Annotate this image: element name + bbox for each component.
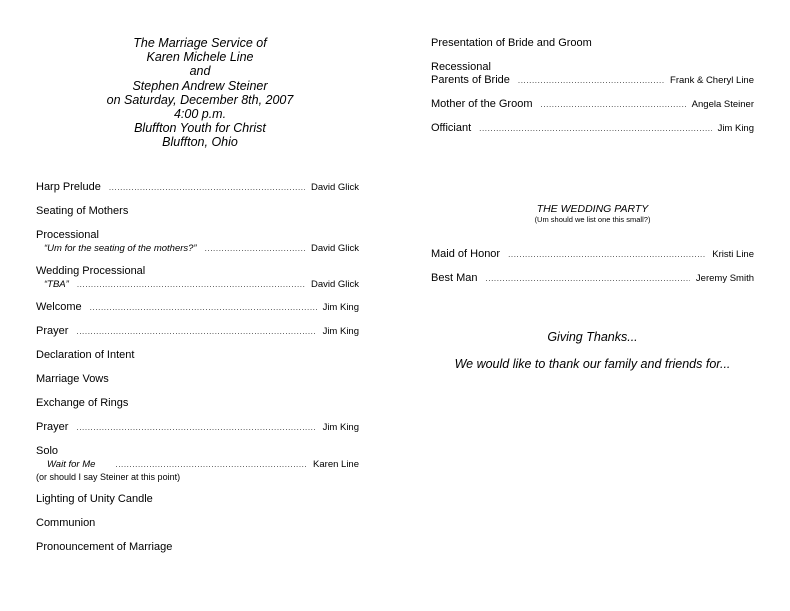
dot-leader bbox=[76, 325, 316, 338]
program-item-prayer bbox=[36, 421, 359, 434]
item-person: Kristi Line bbox=[712, 249, 754, 260]
bride-name: Karen Michele Line bbox=[146, 50, 254, 65]
item-label: Officiant bbox=[431, 122, 472, 134]
groom-name: Stephen Andrew Steiner bbox=[132, 78, 268, 93]
item-person: Karen Line bbox=[313, 459, 359, 470]
item-person: Frank & Cheryl Line bbox=[670, 75, 754, 86]
item-label: Prayer bbox=[36, 325, 69, 337]
dot-leader bbox=[77, 278, 305, 291]
header-line: and bbox=[189, 64, 211, 79]
dot-leader bbox=[109, 181, 305, 194]
item-detail: Parents of Bride bbox=[431, 74, 510, 86]
item-label: Presentation of Bride and Groom bbox=[431, 37, 592, 49]
service-date: on Saturday, December 8th, 2007 bbox=[106, 92, 294, 107]
dot-leader bbox=[90, 301, 317, 314]
service-time: 4:00 p.m. bbox=[173, 107, 227, 122]
item-person: Jim King bbox=[322, 326, 359, 337]
venue-name: Bluffton Youth for Christ bbox=[134, 121, 266, 136]
program-item-vows bbox=[36, 373, 359, 386]
venue-location: Bluffton, Ohio bbox=[162, 135, 238, 150]
item-label: Welcome bbox=[36, 301, 82, 313]
header-line: The Marriage Service of bbox=[133, 36, 267, 50]
dot-leader bbox=[518, 74, 664, 87]
program-item-officiant bbox=[431, 122, 754, 135]
item-note: (or should I say Steiner at this point) bbox=[36, 472, 181, 482]
item-label: Processional bbox=[36, 229, 99, 241]
dot-leader bbox=[76, 421, 316, 434]
program-item-harp-prelude bbox=[36, 181, 359, 194]
party-item-best-man bbox=[431, 272, 754, 285]
item-person: Jim King bbox=[717, 123, 754, 134]
program-item-prayer bbox=[36, 325, 359, 338]
thanks-heading: Giving Thanks... bbox=[547, 330, 638, 344]
item-detail: “Um for the seating of the mothers?” bbox=[44, 243, 197, 254]
program-item-recessional bbox=[431, 61, 754, 87]
dot-leader bbox=[205, 242, 305, 255]
wedding-party-subheading: (Um should we list one this small?) bbox=[534, 215, 651, 224]
dot-leader bbox=[541, 98, 686, 111]
item-label: Lighting of Unity Candle bbox=[36, 493, 153, 505]
item-person: Jim King bbox=[322, 302, 359, 313]
item-person: David Glick bbox=[310, 279, 359, 290]
item-label: Wedding Processional bbox=[36, 265, 146, 277]
program-item-processional bbox=[36, 229, 359, 255]
item-label: Solo bbox=[36, 445, 59, 457]
program-item-wedding-processional bbox=[36, 265, 359, 291]
item-person: David Glick bbox=[310, 182, 359, 193]
party-item-maid-of-honor bbox=[431, 248, 754, 261]
program-item-presentation bbox=[431, 37, 754, 50]
service-header bbox=[60, 36, 340, 150]
item-person: Jim King bbox=[322, 422, 359, 433]
dot-leader bbox=[485, 272, 689, 285]
item-person: Jeremy Smith bbox=[695, 273, 754, 284]
program-item-pronouncement bbox=[36, 541, 359, 554]
program-item-communion bbox=[36, 517, 359, 530]
item-label: Seating of Mothers bbox=[36, 205, 129, 217]
item-detail: Wait for Me bbox=[47, 459, 96, 470]
program-item-seating bbox=[36, 205, 359, 218]
item-label: Pronouncement of Marriage bbox=[36, 541, 173, 553]
program-item-welcome bbox=[36, 301, 359, 314]
item-label: Best Man bbox=[431, 272, 478, 284]
item-person: David Glick bbox=[310, 243, 359, 254]
wedding-party-heading: THE WEDDING PARTY bbox=[536, 203, 649, 215]
item-label: Mother of the Groom bbox=[431, 98, 533, 110]
item-label: Communion bbox=[36, 517, 96, 529]
program-item-declaration bbox=[36, 349, 359, 362]
item-label: Harp Prelude bbox=[36, 181, 101, 193]
item-label: Marriage Vows bbox=[36, 373, 109, 385]
program-item-rings bbox=[36, 397, 359, 410]
item-label: Maid of Honor bbox=[431, 248, 501, 260]
item-label: Declaration of Intent bbox=[36, 349, 135, 361]
thanks-text: We would like to thank our family and friends for... bbox=[454, 357, 731, 371]
program-item-mother-of-groom bbox=[431, 98, 754, 111]
item-detail: “TBA” bbox=[44, 279, 69, 290]
dot-leader bbox=[115, 458, 307, 471]
program-item-unity-candle bbox=[36, 493, 359, 506]
program-item-solo bbox=[36, 445, 359, 484]
item-person: Angela Steiner bbox=[691, 99, 754, 110]
item-label: Exchange of Rings bbox=[36, 397, 129, 409]
dot-leader bbox=[508, 248, 706, 261]
item-label: Prayer bbox=[36, 421, 69, 433]
item-label: Recessional bbox=[431, 61, 491, 73]
dot-leader bbox=[479, 122, 711, 135]
